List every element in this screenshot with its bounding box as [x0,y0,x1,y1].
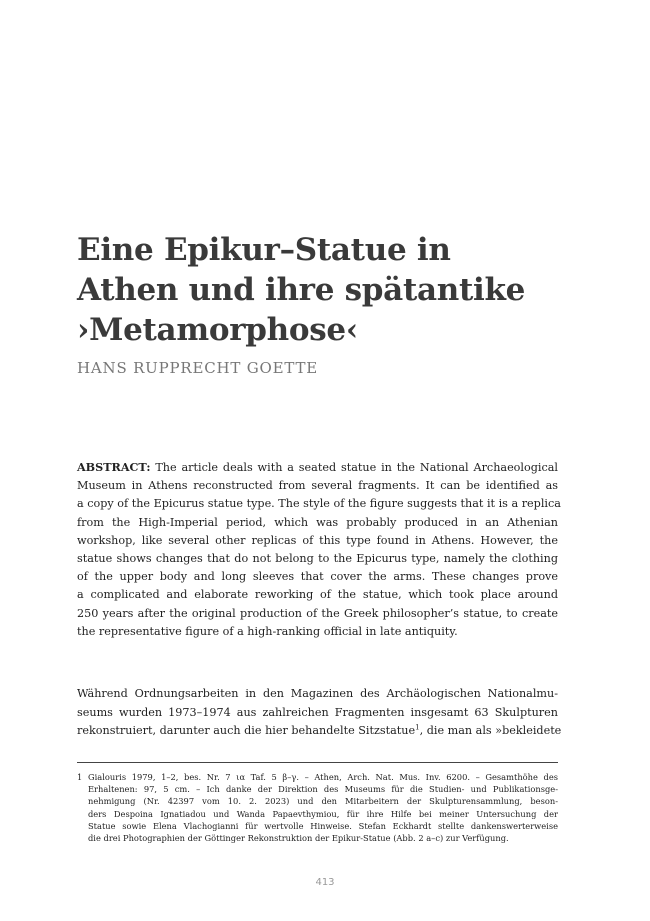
title-line: ›Metamorphose‹ [77,312,358,348]
footnote-reference[interactable]: 1 [415,723,420,732]
abstract [77,458,561,641]
footnote-text [88,771,558,844]
page-number: 413 [315,877,335,888]
abstract-label: ABSTRACT: [77,460,151,474]
footnote-line: Gialouris 1979, 1–2, bes. Nr. 7 ια Taf. 5 β–γ. – Athen, Arch. Nat. Mus. Inv. 6200. – Gesamthöhe des [88,772,558,782]
abstract-line: workshop, like several other replicas of this type found in Athens. However, the [77,533,558,547]
footnote-line: Statue sowie Elena Vlachogianni für wertvolle Hinweise. Stefan Eckhardt stellte dankenswerterweise [88,820,558,831]
title-line: Eine Epikur–Statue in [77,232,451,268]
footnote-line: nehmigung (Nr. 42397 vom 10. 2. 2023) und den Mitarbeitern der Skulpturensammlung, beson- [88,796,558,807]
footnote-line: Erhaltenen: 97, 5 cm. – Ich danke der Direktion des Museums für die Studien- und Publikationsge- [88,784,558,795]
body-line: Während Ordnungsarbeiten in den Magazinen des Archäologischen Nationalmu- [77,687,558,700]
abstract-line: ABSTRACT: The article deals with a seated statue in the National Archaeological [77,460,558,474]
footnote-divider [77,762,558,763]
abstract-line: a copy of the Epicurus statue type. The style of the figure suggests that it is a replica [77,497,561,511]
abstract-line: statue shows changes that do not belong to the Epicurus type, namely the clothing [77,552,558,566]
article-title [77,230,597,350]
abstract-line: 250 years after the original production of the Greek philosopher’s statue, to create [77,606,558,620]
footnote-number: 1 [77,772,83,782]
abstract-line: from the High-Imperial period, which was probably produced in an Athenian [77,515,558,529]
abstract-line: a complicated and elaborate reworking of the statue, which took place around [77,588,558,602]
body-line: seums wurden 1973–1974 aus zahlreichen Fragmenten insgesamt 63 Skulpturen [77,705,558,719]
footnote-line: ders Despoina Ignatiadou und Wanda Papaevthymiou, für ihre Hilfe bei meiner Untersuchung der [88,808,558,819]
footnote-line: die drei Photographien der Göttinger Rekonstruktion der Epikur-Statue (Abb. 2 a–c) zur Verfügung. [88,833,509,844]
abstract-line: of the upper body and long sleeves that cover the arms. These changes prove [77,570,558,584]
body-text [77,685,562,741]
author-name: HANS RUPPRECHT GOETTE [77,359,319,377]
abstract-line: the representative figure of a high-ranking official in late antiquity. [77,624,458,638]
abstract-line: Museum in Athens reconstructed from several fragments. It can be identified as [77,479,558,493]
title-line: Athen und ihre spätantike [77,272,526,308]
body-line: rekonstruiert, darunter auch die hier behandelte Sitzstatue$^1$, die man als »bekleidete [77,723,562,737]
